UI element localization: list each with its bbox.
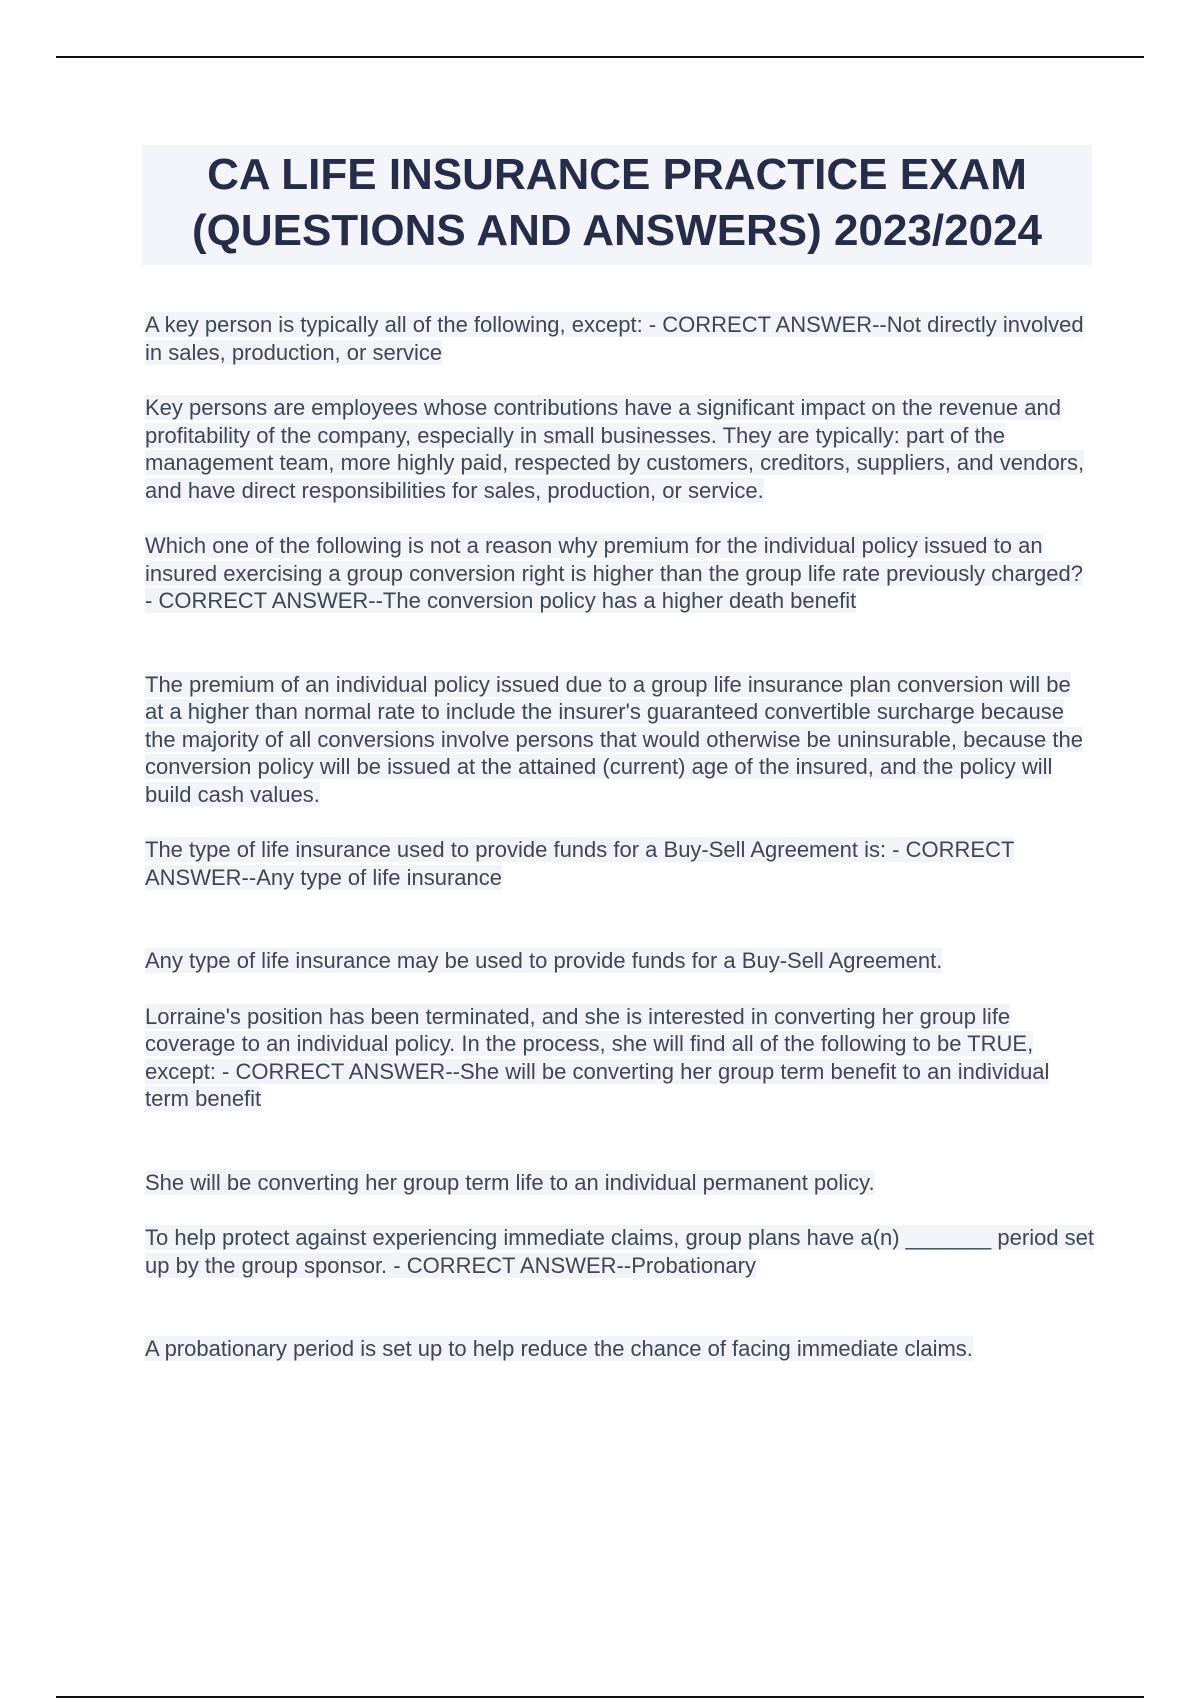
document-title [142,145,1092,265]
question-text: Which one of the following is not a reason why premium for the individual policy issued to an insured exercising a group conversion right is higher than the group life rate previously charged? - CORRECT ANSWER--The conversion policy has a higher death benefit [145,533,1083,613]
explanation-text: Any type of life insurance may be used to provide funds for a Buy-Sell Agreement. [145,948,943,973]
question-text: The type of life insurance used to provide funds for a Buy-Sell Agreement is: - CORRECT ANSWER--Any type of life insurance [145,837,1015,890]
question-text: To help protect against experiencing immediate claims, group plans have a(n) _______ period set up by the group sponsor. - CORRECT ANSWER--Probationary [145,1225,1095,1278]
explanation-conversion-premium [145,671,1095,809]
explanation-text: A probationary period is set up to help reduce the chance of facing immediate claims. [145,1336,973,1361]
question-key-person [145,311,1095,366]
explanation-lorraine-conversion [145,1169,1095,1197]
explanation-key-person [145,394,1095,504]
top-rule [56,56,1144,58]
title-line-2: (QUESTIONS AND ANSWERS) 2023/2024 [191,206,1043,255]
explanation-buy-sell [145,947,1095,975]
question-buy-sell [145,836,1095,891]
bottom-rule [56,1696,1144,1698]
title-line-1: CA LIFE INSURANCE PRACTICE EXAM [207,150,1027,199]
explanation-text: She will be converting her group term life to an individual permanent policy. [145,1169,875,1195]
question-conversion-premium [145,532,1095,615]
question-text: A key person is typically all of the following, except: - CORRECT ANSWER--Not directly involved in sales, production, or service [145,312,1084,365]
question-text: Lorraine's position has been terminated, and she is interested in converting her group life coverage to an individual policy. In the process, she will find all of the following to be TRUE, except: - CORRECT ANSWER--She will be converting her group term benefit to an individual term benefit [145,1003,1050,1111]
explanation-text: Key persons are employees whose contributions have a significant impact on the revenue and profitability of the company, especially in small businesses. They are typically: part of the management team, more highly paid, respected by customers, creditors, suppliers, and vendors, and have direct responsibilities for sales, production, or service. [145,395,1085,503]
explanation-probationary [145,1335,1095,1363]
question-lorraine-conversion [145,1003,1095,1113]
explanation-text: The premium of an individual policy issued due to a group life insurance plan conversion will be at a higher than normal rate to include the insurer's guaranteed convertible surcharge because the majority of all conversions involve persons that would otherwise be uninsurable, because the conversion policy will be issued at the attained (current) age of the insured, and the policy will build cash values. [145,671,1083,807]
question-probationary [145,1224,1095,1279]
document-body [145,311,1095,1363]
